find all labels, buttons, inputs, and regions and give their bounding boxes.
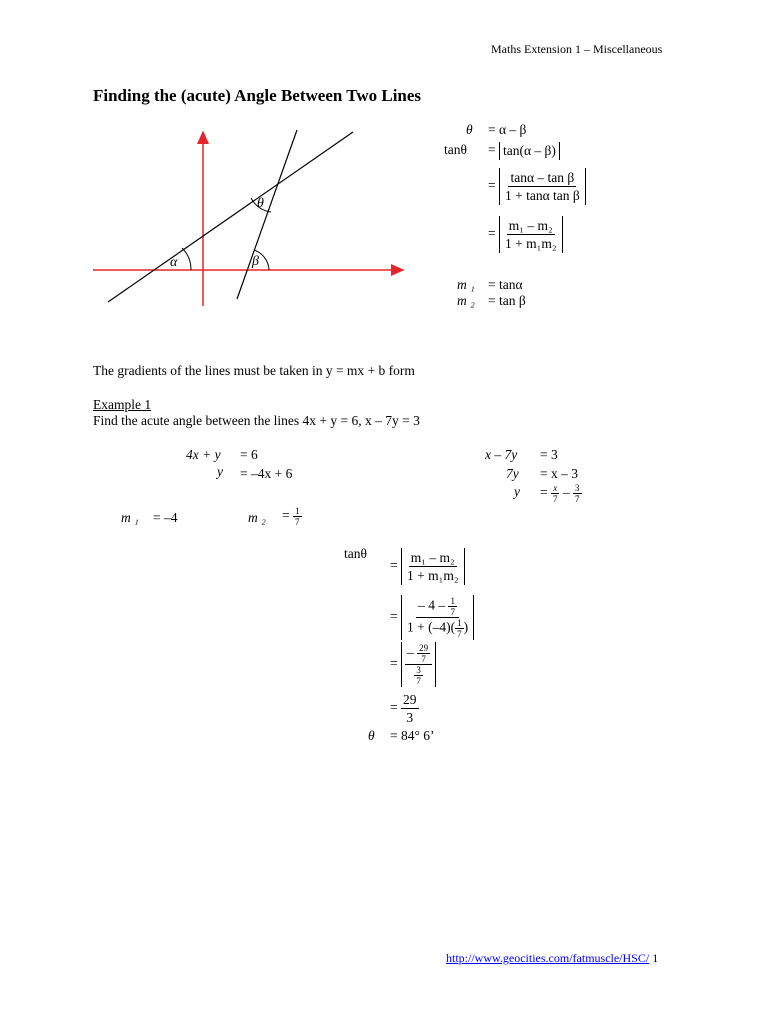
sol-num-3-fd: 7 xyxy=(421,654,426,664)
ex-right-rhs-2: = x – 3 xyxy=(540,466,578,481)
ex-m1-rhs: = –4 xyxy=(153,510,178,525)
sol-num-3-fn: 29 xyxy=(419,643,429,653)
ex-right-lhs-2: 7y xyxy=(506,466,519,481)
sol-num-2-fn: 1 xyxy=(450,596,455,606)
ex-right-eq-3: = xyxy=(540,484,548,500)
m2-def-lhs: m ₂ xyxy=(457,293,475,308)
ex-right-rhs-1: = 3 xyxy=(540,447,558,462)
ex-left-lhs-1: 4x + y xyxy=(186,447,221,462)
sol-den-2-fn: 1 xyxy=(457,618,462,628)
sol-eq-1: = xyxy=(390,557,398,573)
sol-eq-2: = xyxy=(390,608,398,624)
ex-right-lhs-3: y xyxy=(514,484,520,499)
m2-def-rhs: = tan β xyxy=(488,293,526,308)
ex-left-lhs-2: y xyxy=(217,464,223,479)
gradient-note: The gradients of the lines must be taken in y = mx + b form xyxy=(93,363,415,378)
deriv-rhs-1: = α – β xyxy=(488,122,527,137)
deriv-eq-3: = xyxy=(488,177,496,193)
ex-m2-lhs: m ₂ xyxy=(248,510,266,525)
ex-right-op-3: – xyxy=(562,484,570,500)
ex-right-f1-num: x xyxy=(553,483,558,493)
example-question: Find the acute angle between the lines 4x + y = 6, x – 7y = 3 xyxy=(93,413,420,428)
beta-label: β xyxy=(252,254,259,269)
m1-def-lhs: m ₁ xyxy=(457,277,475,292)
deriv-lhs-1: θ xyxy=(466,122,473,137)
sol-den-1: 1 + m₁m₂ xyxy=(407,568,459,583)
deriv-den-4: 1 + m₁m₂ xyxy=(505,236,557,251)
alpha-arc xyxy=(182,248,191,270)
page-header: Maths Extension 1 – Miscellaneous xyxy=(491,42,663,56)
line-alpha xyxy=(108,132,353,302)
deriv-eq-4: = xyxy=(488,225,496,241)
ex-right-f2-num: 3 xyxy=(575,483,580,493)
deriv-den-3: 1 + tanα tan β xyxy=(505,188,580,203)
ex-m1-lhs: m ₁ xyxy=(121,510,139,525)
final-lhs: θ xyxy=(368,728,375,743)
sol-den-3-fd: 7 xyxy=(416,676,421,686)
ex-left-rhs-1: = 6 xyxy=(240,447,258,462)
ex-right-f1-den: 7 xyxy=(553,494,558,504)
ex-right-f2-den: 7 xyxy=(575,494,580,504)
alpha-label: α xyxy=(170,255,178,270)
sol-den-2-fd: 7 xyxy=(457,629,462,639)
ex-m2-num: 1 xyxy=(295,506,300,516)
page-footer xyxy=(446,951,658,966)
sol-eq-4: = xyxy=(390,699,398,715)
deriv-abs-2: tan(α – β) xyxy=(499,142,560,160)
sol-num-3a: – xyxy=(407,644,414,660)
sol-den-2b: ) xyxy=(463,619,469,635)
sol-num-2a: – 4 – xyxy=(418,597,446,613)
ex-m2-eq: = xyxy=(282,507,290,523)
deriv-eq-2: = xyxy=(488,142,496,158)
sol-eq-3: = xyxy=(390,655,398,671)
m1-def-rhs: = tanα xyxy=(488,277,523,292)
ex-left-rhs-2: = –4x + 6 xyxy=(240,466,293,481)
deriv-num-4: m₁ – m₂ xyxy=(508,218,553,233)
source-link[interactable]: http://www.geocities.com/fatmuscle/HSC/ xyxy=(446,951,650,965)
sol-lhs: tanθ xyxy=(344,546,367,561)
deriv-num-3: tanα – tan β xyxy=(510,170,575,185)
final-rhs: = 84° 6’ xyxy=(390,728,435,743)
sol-den-2a: 1 + (–4)( xyxy=(407,619,456,635)
page-number: 1 xyxy=(652,951,659,965)
sol-num-4: 29 xyxy=(403,692,417,707)
sol-den-4: 3 xyxy=(406,710,414,725)
line-beta xyxy=(237,130,297,299)
ex-right-lhs-1: x – 7y xyxy=(485,447,518,462)
sol-num-2-fd: 7 xyxy=(450,607,455,617)
example-heading: Example 1 xyxy=(93,397,152,412)
sol-den-3-fn: 3 xyxy=(416,665,421,675)
page-title: Finding the (acute) Angle Between Two Lines xyxy=(93,86,422,105)
deriv-lhs-2: tanθ xyxy=(444,142,467,157)
sol-num-1: m₁ – m₂ xyxy=(410,550,455,565)
theta-label: θ xyxy=(257,196,264,211)
ex-m2-den: 7 xyxy=(295,517,300,527)
